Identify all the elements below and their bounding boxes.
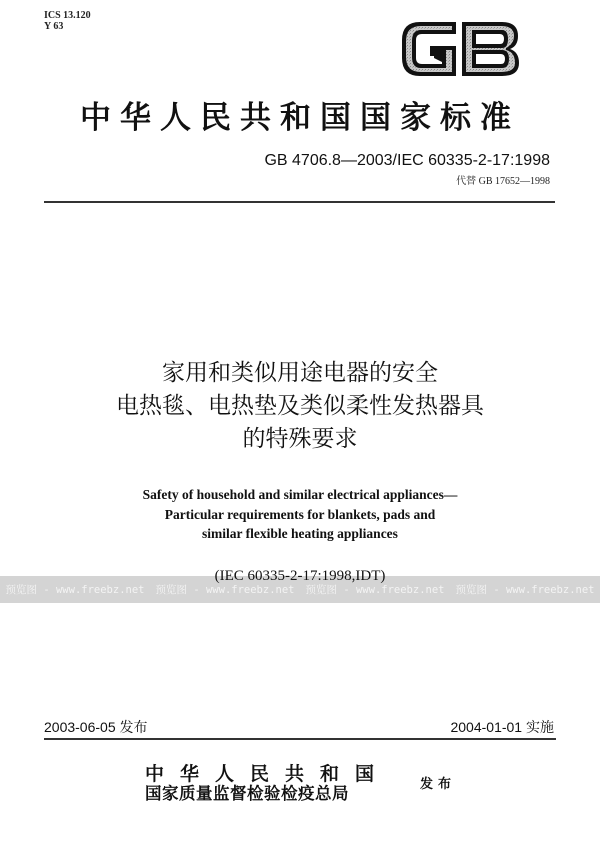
issue-date: 2003-06-05 发布	[44, 719, 148, 735]
ics-code: ICS 13.120	[44, 10, 91, 21]
en-title-line: Safety of household and similar electrical appliances—	[142, 487, 458, 502]
issuer-line-1: 中华人民共和国	[145, 763, 391, 785]
issuer-line-2: 国家质量监督检验检疫总局	[145, 784, 349, 803]
national-standard-title: 中华人民共和国国家标准	[80, 100, 520, 136]
english-title	[0, 485, 600, 544]
standard-number: GB 4706.8—2003/IEC 60335-2-17:1998	[264, 152, 550, 169]
publish-label: 发布	[420, 777, 457, 792]
issuing-authority	[145, 764, 390, 804]
watermark-text: 预览图 - www.freebz.net	[455, 584, 595, 596]
equivalence-note: (IEC 60335-2-17:1998,IDT)	[214, 568, 386, 584]
classification-codes	[44, 10, 91, 32]
cn-title-line: 家用和类似用途电器的安全	[162, 360, 438, 386]
gb-logo-icon	[398, 18, 523, 80]
watermark-text: 预览图 - www.freebz.net	[5, 584, 145, 596]
watermark-text: 预览图 - www.freebz.net	[155, 584, 295, 596]
cn-title-line: 的特殊要求	[242, 426, 358, 452]
ccs-code: Y 63	[44, 21, 64, 32]
chinese-title	[0, 357, 600, 456]
watermark-text: 预览图 - www.freebz.net	[305, 584, 445, 596]
footer-divider	[44, 738, 556, 740]
en-title-line: similar flexible heating appliances	[202, 526, 398, 541]
effective-date: 2004-01-01 实施	[450, 719, 554, 735]
cn-title-line: 电热毯、电热垫及类似柔性发热器具	[116, 393, 484, 419]
replaces-standard: 代替 GB 17652—1998	[456, 176, 550, 187]
header-divider	[44, 201, 555, 203]
en-title-line: Particular requirements for blankets, pads and	[164, 506, 436, 522]
